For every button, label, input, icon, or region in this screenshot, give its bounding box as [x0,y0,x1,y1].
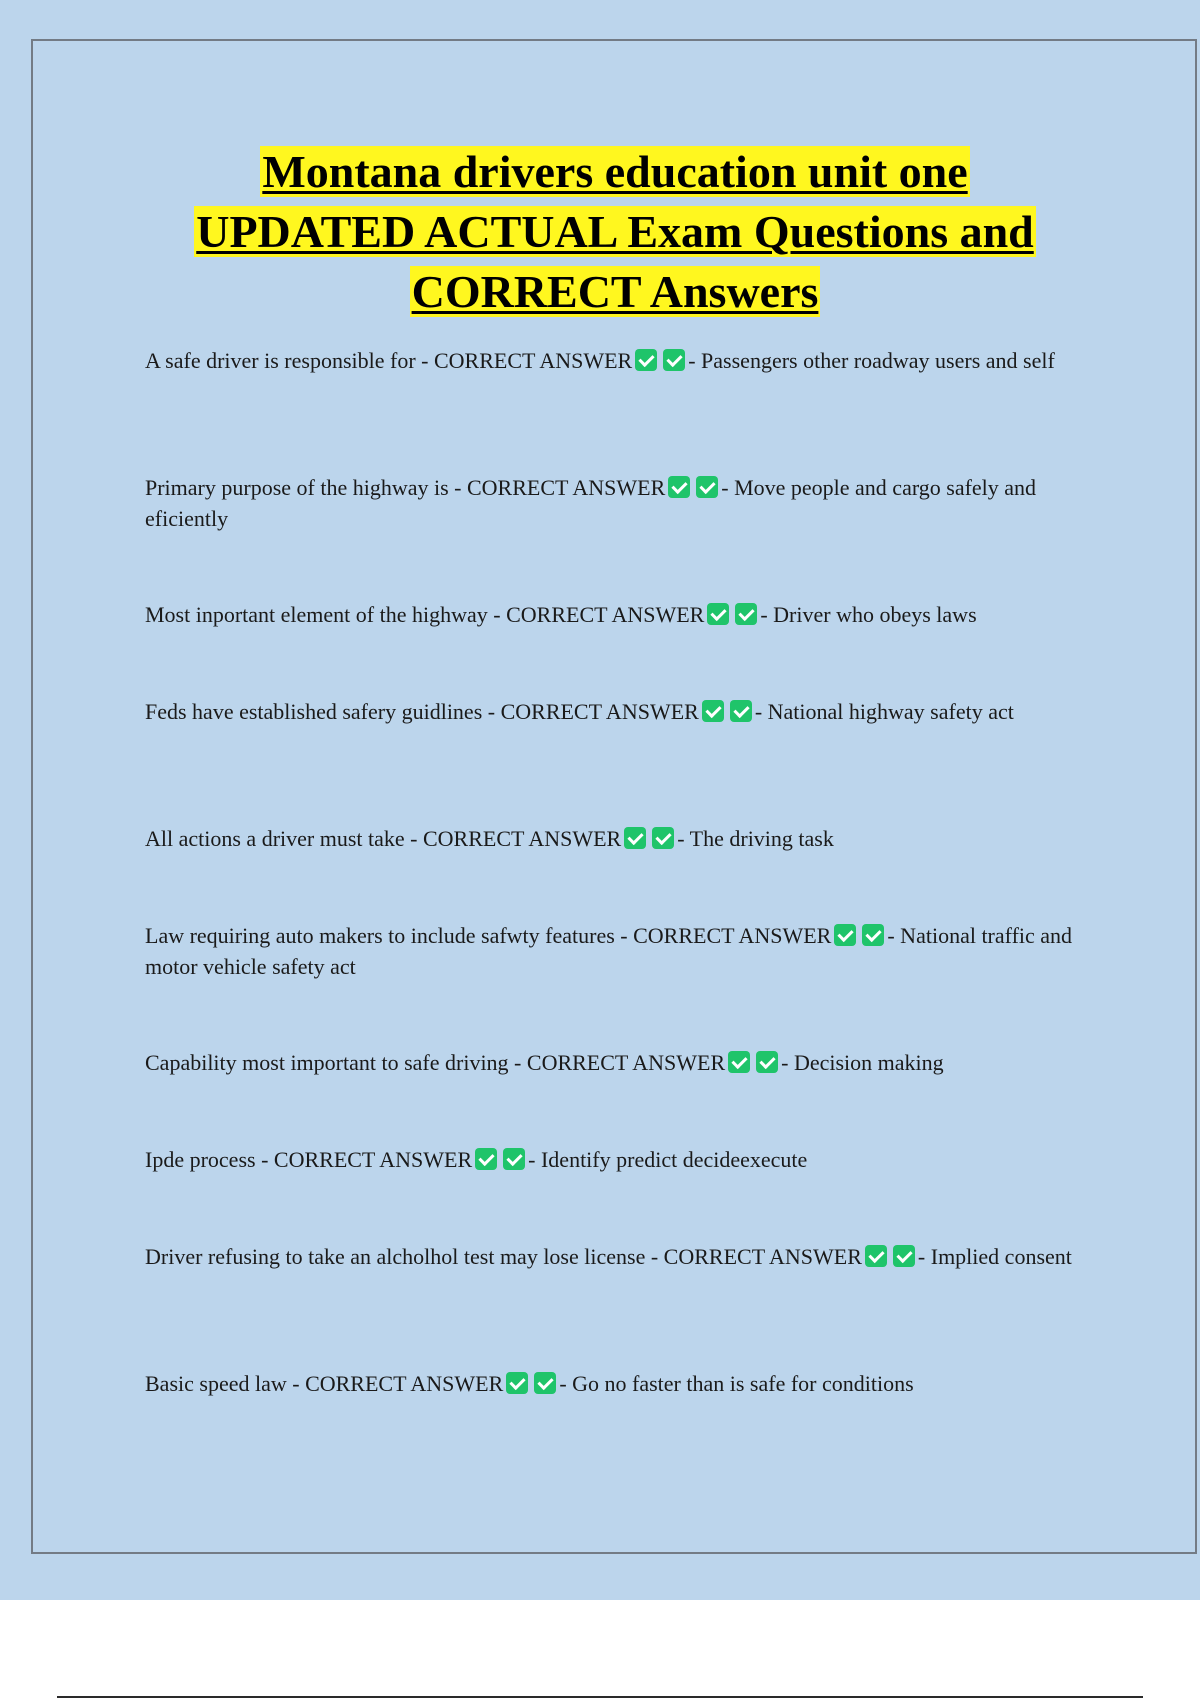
answer-text: - National traffic and motor vehicle safety act [145,923,1073,979]
qa-item [145,599,1075,630]
answer-text: - The driving task [677,826,834,851]
title-line-2-text: UPDATED ACTUAL Exam Questions and [196,206,1034,257]
question-text: Primary purpose of the highway is - [145,475,467,500]
answer-marker: CORRECT ANSWER [633,923,832,948]
title-line-1-text: Montana drivers education unit one [262,146,968,197]
answer-text: - National highway safety act [754,699,1014,724]
answer-text: - Go no faster than is safe for conditions [559,1371,914,1396]
answer-marker: CORRECT ANSWER [500,699,699,724]
answer-text: - Implied consent [917,1244,1072,1269]
check-icon [624,827,646,849]
qa-item [145,920,1075,982]
check-icon [707,603,729,625]
answer-marker: CORRECT ANSWER [506,602,705,627]
answer-text: - Passengers other roadway users and self [688,348,1055,373]
answer-marker: CORRECT ANSWER [305,1371,504,1396]
qa-item [145,823,1075,854]
answer-marker: CORRECT ANSWER [526,1050,726,1075]
check-icon [663,349,685,371]
check-icon [635,349,657,371]
title-line-3 [130,262,1100,322]
answer-text: - Driver who obeys laws [760,602,977,627]
question-text: A safe driver is responsible for - [145,348,434,373]
check-icon [893,1245,915,1267]
qa-item [145,472,1075,534]
check-icon [534,1372,556,1394]
answer-marker: CORRECT ANSWER [433,348,633,373]
check-icon [475,1148,497,1170]
question-text: Feds have established safery guidlines - [145,699,501,724]
check-icon [506,1372,528,1394]
question-text: Basic speed law - [145,1371,306,1396]
check-icon [862,924,884,946]
qa-item [145,1368,1075,1399]
title-line-1 [130,142,1100,202]
question-text: Ipde process - [145,1147,274,1172]
qa-item [145,1144,1075,1175]
answer-marker: CORRECT ANSWER [663,1244,862,1269]
answer-marker: CORRECT ANSWER [273,1147,473,1172]
check-icon [702,700,724,722]
check-icon [756,1051,778,1073]
footer-rule [57,1696,1143,1698]
title-line-3-text: CORRECT Answers [411,266,819,317]
check-icon [730,700,752,722]
answer-text: - Identify predict decideexecute [528,1147,808,1172]
question-text: Most inportant element of the highway - [145,602,507,627]
question-text: All actions a driver must take - [145,826,423,851]
document-title [130,142,1100,322]
question-text: Law requiring auto makers to include safwty features - [145,923,634,948]
answer-marker: CORRECT ANSWER [467,475,666,500]
check-icon [696,476,718,498]
check-icon [503,1148,525,1170]
qa-item [145,1241,1075,1272]
check-icon [834,924,856,946]
qa-item [145,345,1075,376]
answer-marker: CORRECT ANSWER [422,826,622,851]
question-text: Capability most important to safe driving - [145,1050,527,1075]
question-text: Driver refusing to take an alcholhol test may lose license - [145,1244,664,1269]
check-icon [728,1051,750,1073]
answer-text: - Decision making [781,1050,944,1075]
check-icon [668,476,690,498]
title-line-2 [130,202,1100,262]
qa-item [145,696,1075,727]
check-icon [652,827,674,849]
check-icon [735,603,757,625]
answer-text: - Move people and cargo safely and eficiently [145,475,1037,531]
qa-item [145,1047,1075,1078]
check-icon [865,1245,887,1267]
